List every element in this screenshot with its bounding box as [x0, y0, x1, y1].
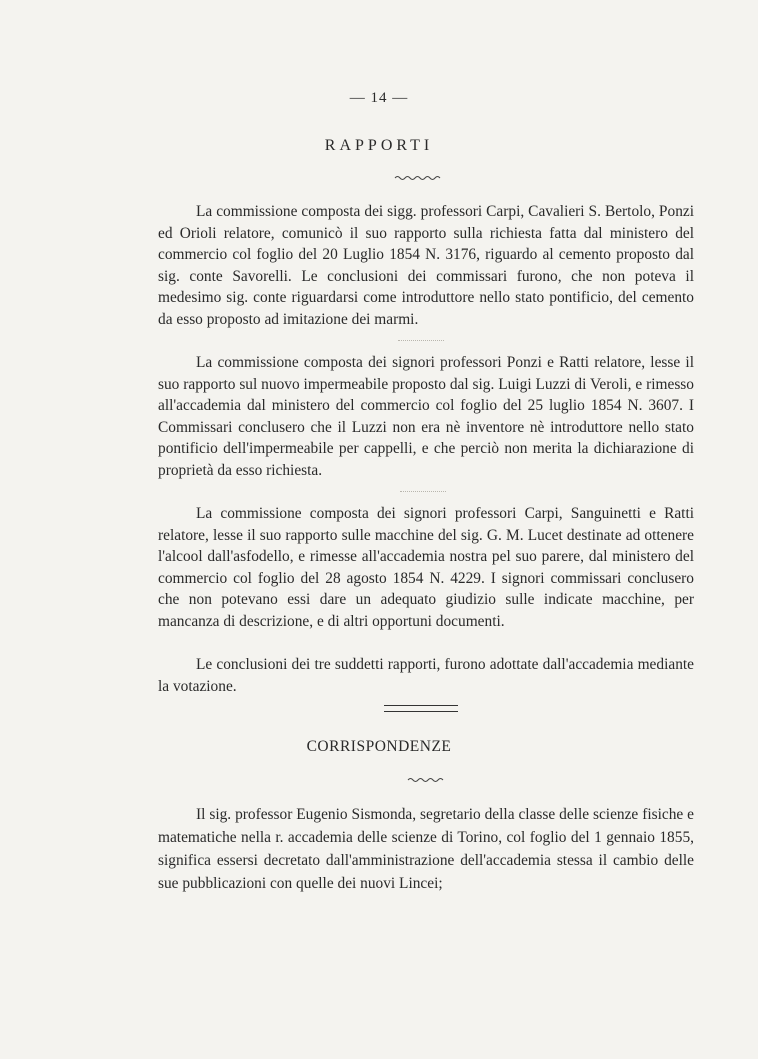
section-ornament [0, 775, 758, 785]
section-double-rule [384, 705, 458, 712]
page-number: — 14 — [349, 90, 409, 106]
paragraph: Il sig. professor Eugenio Sismonda, segretario della classe delle scienze fisiche e matematiche nella r. accademia delle scienze di Torino, col foglio del 1 gennaio 1855, significa essersi decretato dall'amministrazione dell'accademia stessa il cambio delle sue pubblicazioni con quelle dei nuovi Lincei; [158, 806, 694, 892]
section-ornament [0, 173, 758, 183]
section-title-rapporti: RAPPORTI [324, 137, 434, 154]
paragraph-divider [400, 491, 446, 492]
paragraph: La commissione composta dei sigg. professori Carpi, Cavalieri S. Bertolo, Ponzi ed Orioli relatore, comunicò il suo rapporto sulla richiesta fatta dal ministero del commercio col foglio del 20 Luglio 1854 N. 3176, riguardo al cemento proposto dal sig. conte Savorelli. Le conclusioni dei commissari furono, che non poteva il medesimo sig. conte riguardarsi come introduttore nello stato pontificio, del cemento da esso proposto ad imitazione dei marmi. [158, 203, 694, 328]
paragraph-divider [398, 340, 444, 341]
paragraph: La commissione composta dei signori professori Ponzi e Ratti relatore, lesse il suo rapporto sul nuovo impermeabile proposto dal sig. Luigi Luzzi di Veroli, e rimesso all'accademia dal ministero del commercio col foglio del 25 luglio 1854 N. 3607. I Commissari conclusero che il Luzzi non era nè inventore nè introduttore nello stato pontificio dell'impermeabile per cappelli, e che perciò non merita la dichiarazione di proprietà da esso richiesta. [158, 354, 694, 479]
paragraph: Le conclusioni dei tre suddetti rapporti, furono adottate dall'accademia mediante la votazione. [158, 656, 694, 695]
section-title-corrispondenze: CORRISPONDENZE [306, 738, 452, 755]
paragraph: La commissione composta dei signori professori Carpi, Sanguinetti e Ratti relatore, lesse il suo rapporto sulle macchine del sig. G. M. Lucet destinate ad ottenere l'alcool dall'asfodello, e rimesse all'accademia nostra pel suo parere, dal ministero del commercio col foglio del 28 agosto 1854 N. 4229. I signori commissari conclusero che non potevano essi dare un adequato giudizio sulle indicate macchine, per mancanza di descrizione, e di altri opportuni documenti. [158, 505, 694, 630]
